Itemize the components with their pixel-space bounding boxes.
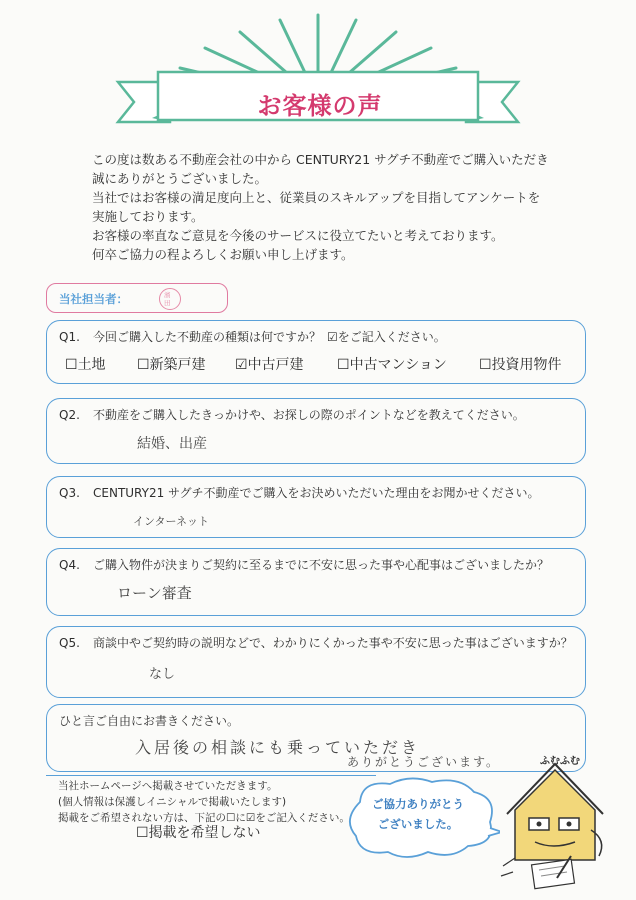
checkbox-icon: ☐	[226, 812, 236, 824]
question-5	[46, 626, 586, 698]
consent-part: をご記入ください。	[255, 812, 350, 824]
option-label: 中古マンション	[349, 357, 447, 373]
answer-5[interactable]: なし	[149, 667, 176, 682]
question-4	[46, 548, 586, 616]
free-comment-answer-line1[interactable]: 入居後の相談にも乗っていただき	[135, 738, 421, 757]
question-number: Q3.	[59, 486, 80, 500]
website-consent	[46, 775, 376, 875]
option-new-house[interactable]	[137, 354, 206, 374]
option-label: 投資用物件	[491, 357, 562, 373]
check-mark-icon: ☑	[245, 812, 256, 824]
staff-field	[46, 283, 228, 313]
question-number: Q4.	[59, 558, 80, 572]
question-instruction: をご記入ください。	[337, 330, 446, 344]
staff-label: 当社担当者：	[59, 292, 128, 306]
question-label: CENTURY21 サグチ不動産でご購入をお決めいただいた理由をお聞かせください。	[93, 486, 540, 500]
thanks-message	[350, 794, 486, 834]
intro-line: 何卒ご協力の程よろしくお願い申し上げます。	[92, 247, 354, 262]
answer-4[interactable]: ローン審査	[117, 584, 192, 602]
question-label: 今回ご購入した不動産の種類は何ですか？	[93, 330, 322, 344]
question-5-text	[59, 634, 573, 651]
question-1	[46, 320, 586, 384]
option-label: 土地	[77, 357, 106, 373]
answer-2[interactable]: 結婚、出産	[137, 436, 207, 452]
question-2-text	[59, 406, 525, 423]
free-comment-answer-line2[interactable]: ありがとうございます。	[347, 755, 501, 769]
option-used-house[interactable]	[235, 354, 304, 374]
intro-line: 誠にありがとうございました。	[92, 171, 268, 186]
consent-part: に	[235, 812, 246, 824]
checkbox-icon: ☐	[479, 357, 492, 373]
checkbox-icon: ☐	[136, 825, 149, 841]
consent-text	[58, 778, 350, 826]
title-banner	[0, 0, 636, 160]
staff-stamp	[159, 288, 181, 310]
page-title: お客様の声	[257, 92, 383, 120]
option-land[interactable]	[65, 354, 106, 374]
opt-out-checkbox[interactable]	[136, 822, 261, 842]
check-mark-icon: ☑	[327, 330, 338, 344]
question-number: Q5.	[59, 636, 80, 650]
question-3-text	[59, 484, 540, 501]
intro-line: 実施しております。	[92, 209, 204, 224]
question-4-text	[59, 556, 549, 573]
answer-3[interactable]: インターネット	[133, 515, 210, 528]
thanks-line: ご協力ありがとう	[372, 797, 464, 811]
intro-line: お客様の率直なご意見を今後のサービスに役立てたいと考えております。	[92, 228, 504, 243]
question-number: Q1.	[59, 330, 80, 344]
checkbox-icon: ☐	[337, 357, 350, 373]
stamp-char: 濱	[164, 291, 171, 299]
question-label: ご購入物件が決まりご契約に至るまでに不安に思った事や心配事はございましたか？	[93, 558, 550, 572]
checkbox-icon: ☐	[137, 357, 150, 373]
free-comment-label: ひと言ご自由にお書きください。	[59, 714, 240, 728]
question-number: Q2.	[59, 408, 80, 422]
checkbox-checked-icon: ☑	[235, 357, 248, 373]
opt-out-label: 掲載を希望しない	[148, 825, 261, 841]
thanks-line: ございました。	[377, 817, 459, 831]
intro-text	[92, 150, 592, 264]
question-2	[46, 398, 586, 464]
option-used-condo[interactable]	[337, 354, 447, 374]
option-label: 新築戸建	[149, 357, 206, 373]
question-1-text	[59, 328, 446, 345]
consent-line: (個人情報は保護しイニシャルで掲載いたします)	[58, 796, 287, 808]
option-investment[interactable]	[479, 354, 562, 374]
consent-line: 当社ホームページへ掲載させていただきます。	[58, 780, 278, 792]
question-label: 商談中やご契約時の説明などで、わかりにくかった事や不安に思った事はございますか？	[93, 636, 573, 650]
mascot-caption: ふむふむ	[540, 756, 580, 767]
question-3	[46, 476, 586, 538]
option-label: 中古戸建	[247, 357, 304, 373]
question-label: 不動産をご購入したきっかけや、お探しの際のポイントなどを教えてください。	[93, 408, 525, 422]
consent-part: 掲載をご希望されない方は、下記の	[58, 812, 226, 824]
intro-line: 当社ではお客様の満足度向上と、従業員のスキルアップを目指してアンケートを	[92, 190, 541, 205]
checkbox-icon: ☐	[65, 357, 78, 373]
stamp-char: 田	[164, 299, 171, 307]
intro-line: この度は数ある不動産会社の中から CENTURY21 サグチ不動産でご購入いただき	[92, 152, 549, 167]
